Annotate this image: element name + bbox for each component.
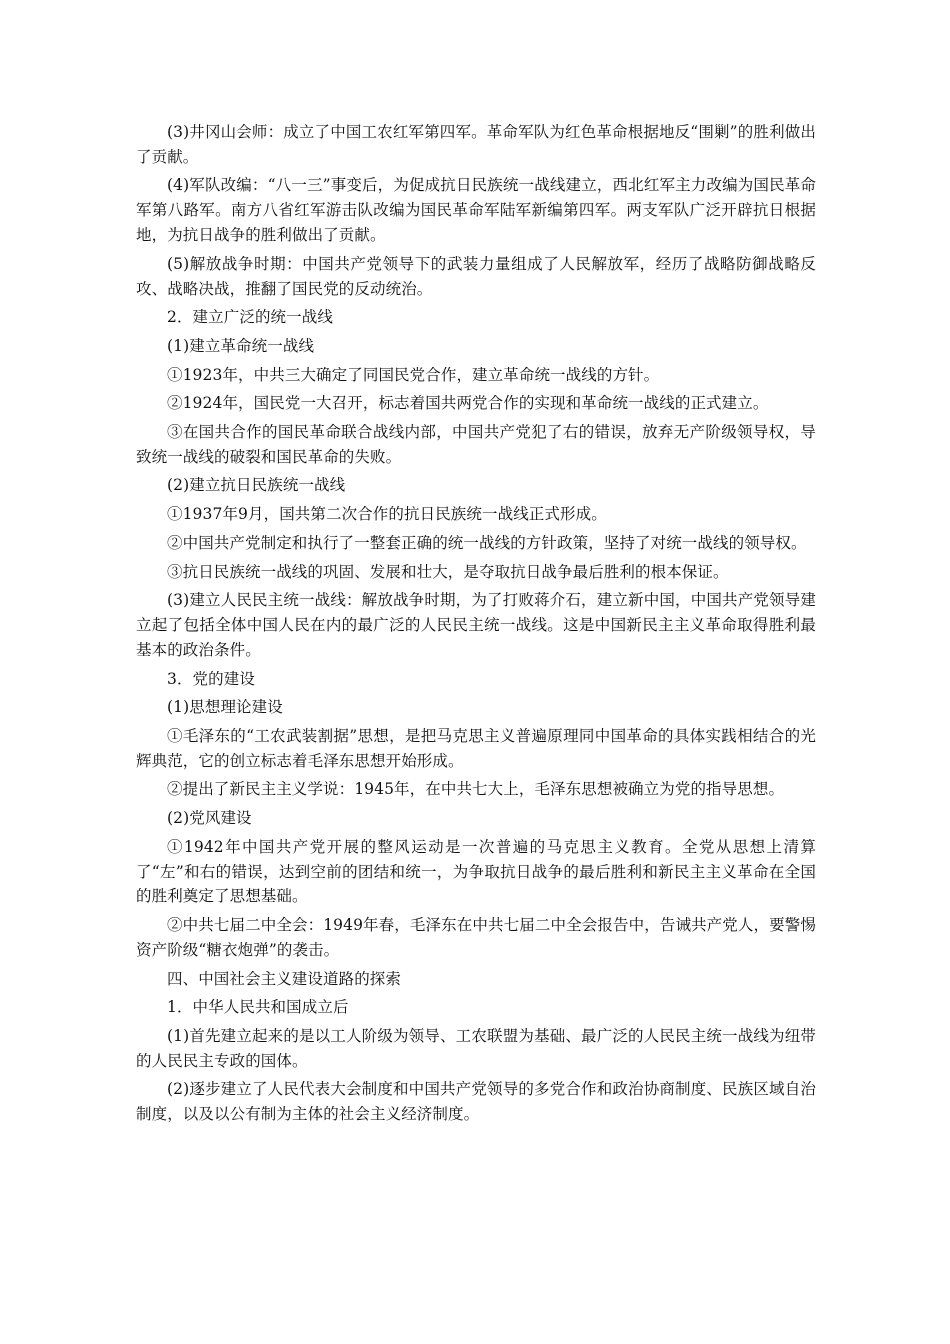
subheading-ideological-theory: (1)思想理论建设 (167, 698, 283, 717)
paragraph-people-democratic-united-front: (3)建立人民民主统一战线：解放战争时期，为了打败蒋介石，建立新中国，中国共产党领导建立起了包括全体中国人民在内的最广泛的人民民主统一战线。这是中国新民主主义革命取得胜利最基本的政治条件。 (136, 591, 816, 659)
heading-united-front: 2．建立广泛的统一战线 (167, 308, 333, 327)
paragraph-1924-kmt-congress: ②1924年，国民党一大召开，标志着国共两党合作的实现和革命统一战线的正式建立。 (167, 394, 769, 413)
heading-prc-founding: 1．中华人民共和国成立后 (167, 998, 349, 1017)
paragraph-state-system: (1)首先建立起来的是以工人阶级为领导、工农联盟为基础、最广泛的人民民主统一战线为纽带的人民民主专政的国体。 (136, 1026, 816, 1070)
subheading-anti-japanese-united-front: (2)建立抗日民族统一战线 (167, 476, 346, 495)
paragraph-new-democracy-theory: ②提出了新民主主义学说：1945年，在中共七大上，毛泽东思想被确立为党的指导思想。 (167, 780, 785, 799)
heading-party-building: 3．党的建设 (167, 669, 255, 688)
paragraph-fundamental-guarantee: ③抗日民族统一战线的巩固、发展和壮大，是夺取抗日战争最后胜利的根本保证。 (167, 562, 729, 581)
paragraph-army-reorganization: (4)军队改编：“八一三”事变后，为促成抗日民族统一战线建立，西北红军主力改编为国民革命军第八路军。南方八省红军游击队改编为国民革命军陆军新编第四军。两支军队广泛开辟抗日根据地，为抗日战争的胜利做出了贡献。 (136, 176, 816, 245)
paragraph-1923-third-congress: ①1923年，中共三大确定了同国民党合作，建立革命统一战线的方针。 (167, 365, 660, 384)
paragraph-1942-rectification: ①1942年中国共产党开展的整风运动是一次普遍的马克思主义教育。全党从思想上清算了“左”和右的错误，达到空前的团结和统一，为争取抗日战争的最后胜利和新民主主义革命在全国的胜利奠定了思想基础。 (136, 837, 816, 906)
heading-socialist-construction: 四、中国社会主义建设道路的探索 (167, 969, 402, 988)
paragraph-second-plenary-session: ②中共七届二中全会：1949年春，毛泽东在中共七届二中全会报告中，告诫共产党人，要警惕资产阶级“糖衣炮弹”的袭击。 (136, 916, 816, 959)
paragraph-liberation-war: (5)解放战争时期：中国共产党领导下的武装力量组成了人民解放军，经历了战略防御战略反攻、战略决战，推翻了国民党的反动统治。 (136, 254, 816, 298)
paragraph-armed-separatism: ①毛泽东的“工农武装割据”思想，是把马克思主义普遍原理同中国革命的具体实践相结合的光辉典范，它的创立标志着毛泽东思想开始形成。 (136, 726, 816, 770)
paragraph-jinggangshan-meeting: (3)井冈山会师：成立了中国工农红军第四军。革命军队为红色革命根据地反“围剿”的胜利做出了贡献。 (136, 123, 816, 166)
paragraph-united-front-policy: ②中国共产党制定和执行了一整套正确的统一战线的方针政策，坚持了对统一战线的领导权。 (167, 533, 807, 552)
subheading-party-style: (2)党风建设 (167, 809, 252, 828)
paragraph-1937-second-cooperation: ①1937年9月，国共第二次合作的抗日民族统一战线正式形成。 (167, 505, 607, 524)
paragraph-political-systems: (2)逐步建立了人民代表大会制度和中国共产党领导的多党合作和政治协商制度、民族区域自治制度，以及以公有制为主体的社会主义经济制度。 (136, 1080, 816, 1124)
subheading-revolutionary-united-front: (1)建立革命统一战线 (167, 336, 315, 355)
paragraph-right-error: ③在国共合作的国民革命联合战线内部，中国共产党犯了右的错误，放弃无产阶级领导权，导致统一战线的破裂和国民革命的失败。 (136, 423, 816, 466)
document-body (136, 120, 816, 1131)
